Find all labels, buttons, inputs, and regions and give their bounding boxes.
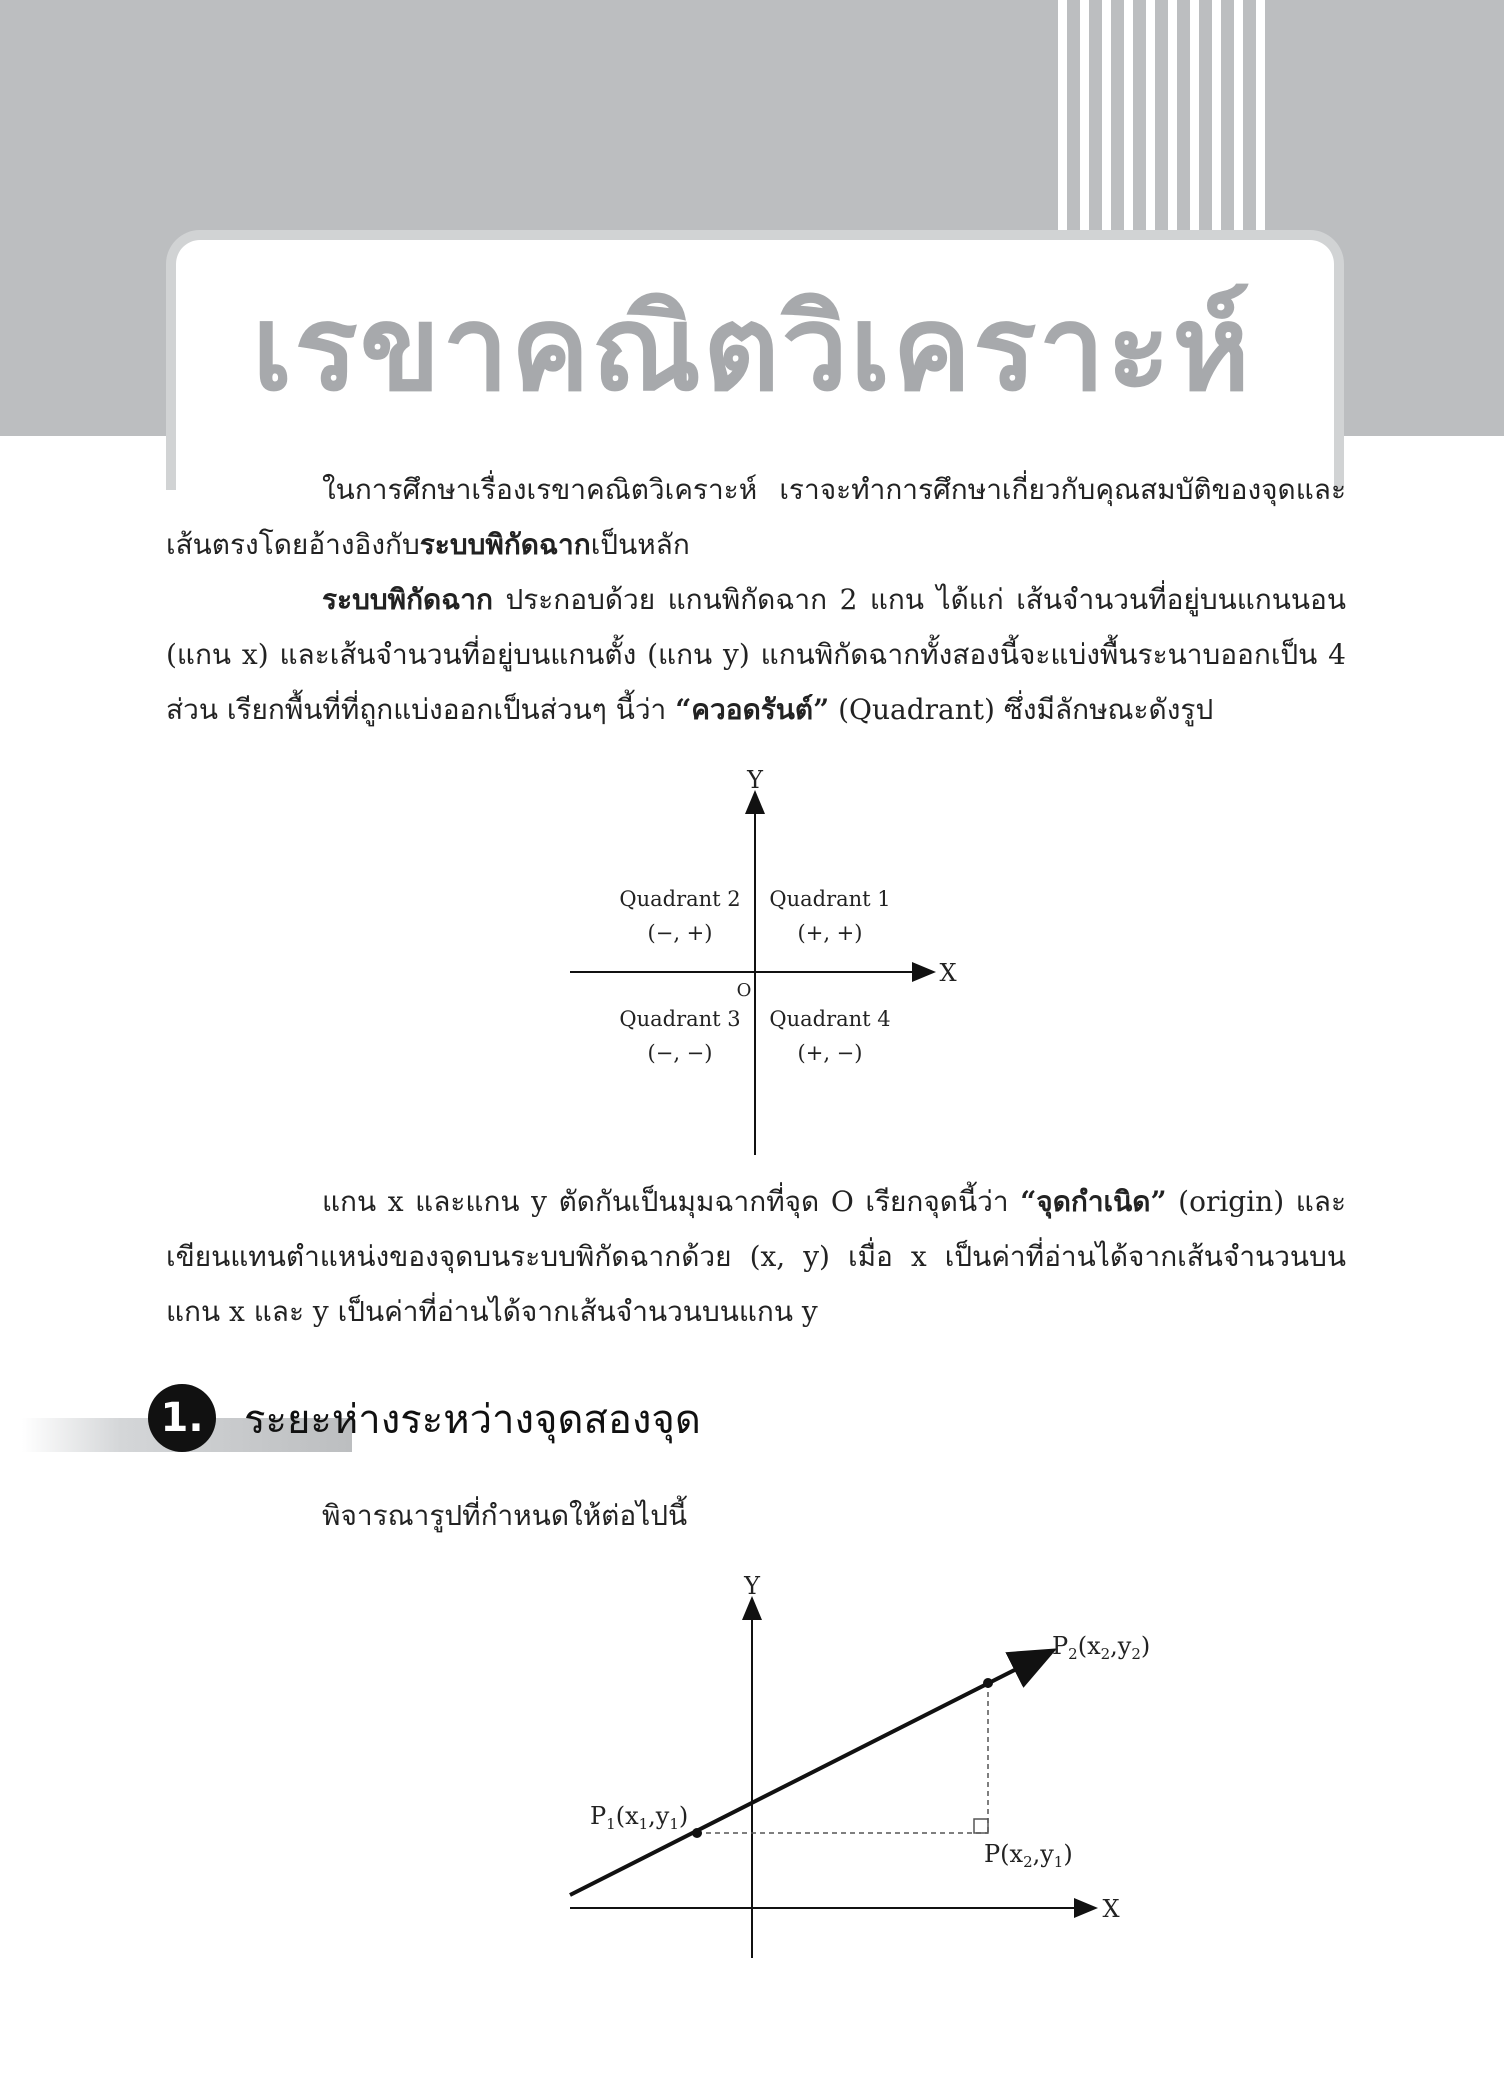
right-angle-marker bbox=[974, 1819, 988, 1833]
p2-label: $P_2(x_2,y_2)$ bbox=[1052, 1632, 1151, 1663]
intro-paragraph-1: ในการศึกษาเรื่องเรขาคณิตวิเคราะห์ เราจะทำการศึกษาเกี่ยวกับคุณสมบัติของจุดและเส้นตรงโดยอ้างอิงกับระบบพิกัดฉากเป็นหลัก bbox=[166, 473, 1346, 561]
x-axis-label: X bbox=[939, 959, 957, 987]
section-title: ระยะห่างระหว่างจุดสองจุด bbox=[244, 1397, 701, 1443]
distance-diagram bbox=[560, 1570, 1160, 1970]
section-lead: พิจารณารูปที่กำหนดให้ต่อไปนี้ bbox=[322, 1499, 688, 1532]
origin-label: O bbox=[736, 980, 752, 1001]
quadrant-4-label: Quadrant 4 bbox=[769, 1007, 891, 1031]
quadrant-diagram bbox=[560, 760, 980, 1160]
quadrant-3-sign: (−, −) bbox=[647, 1041, 713, 1065]
quadrant-1-label: Quadrant 1 bbox=[769, 887, 891, 911]
x-axis-label: X bbox=[1102, 1895, 1120, 1923]
p-label: $P(x_2,y_1)$ bbox=[984, 1840, 1073, 1871]
point-p1 bbox=[692, 1828, 702, 1838]
quadrant-2-label: Quadrant 2 bbox=[619, 887, 741, 911]
quadrant-1-sign: (+, +) bbox=[797, 921, 863, 945]
section-number: 1. bbox=[148, 1384, 216, 1452]
y-axis-label: Y bbox=[747, 766, 763, 794]
y-axis-label: Y bbox=[744, 1572, 760, 1600]
point-p2 bbox=[983, 1678, 993, 1688]
header-stripes bbox=[1058, 0, 1268, 240]
line-p1-p2 bbox=[570, 1652, 1050, 1895]
chapter-title: เรขาคณิตวิเคราะห์ bbox=[251, 279, 1252, 417]
quadrant-4-sign: (+, −) bbox=[797, 1041, 863, 1065]
intro-paragraph-2: ระบบพิกัดฉาก ประกอบด้วย แกนพิกัดฉาก 2 แกน ได้แก่ เส้นจำนวนที่อยู่บนแกนนอน (แกน x) และเส้นจำนวนที่อยู่บนแกนตั้ง (แกน y) แกนพิกัดฉากทั้งสองนี้จะแบ่งพื้นระนาบออกเป็น 4 ส่วน เรียกพื้นที่ที่ถูกแบ่งออกเป็นส่วนๆ นี้ว่า “ควอดรันต์” (Quadrant) ซึ่งมีลักษณะดังรูป bbox=[166, 583, 1346, 726]
origin-paragraph: แกน x และแกน y ตัดกันเป็นมุมฉากที่จุด O เรียกจุดนี้ว่า “จุดกำเนิด” (origin) และเขียนแทนตำแหน่งของจุดบนระบบพิกัดฉากด้วย (x, y) เมื่อ x เป็นค่าที่อ่านได้จากเส้นจำนวนบนแกน x และ y เป็นค่าที่อ่านได้จากเส้นจำนวนบนแกน y bbox=[166, 1185, 1346, 1328]
quadrant-2-sign: (−, +) bbox=[647, 921, 713, 945]
quadrant-3-label: Quadrant 3 bbox=[619, 1007, 741, 1031]
p1-label: $P_1(x_1,y_1)$ bbox=[590, 1802, 689, 1833]
